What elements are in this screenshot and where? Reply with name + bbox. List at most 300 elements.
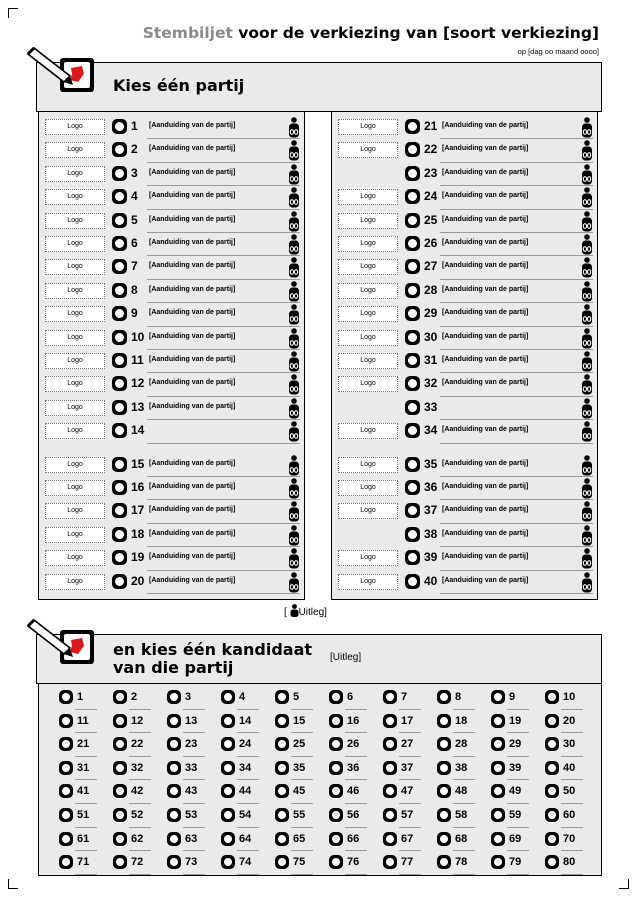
party-row[interactable] <box>332 139 597 162</box>
candidate-vote-circle[interactable] <box>491 761 505 775</box>
party-logo: Logo <box>338 119 398 135</box>
candidate-option[interactable] <box>255 804 309 828</box>
candidate-vote-circle[interactable] <box>167 832 181 846</box>
party-vote-circle[interactable] <box>405 423 420 438</box>
candidate-option[interactable] <box>363 804 417 828</box>
party-name: [Aanduiding van de partij] <box>149 192 236 200</box>
candidate-vote-circle[interactable] <box>167 690 181 704</box>
candidate-option[interactable] <box>93 757 147 781</box>
candidate-vote-circle[interactable] <box>545 855 559 869</box>
candidate-vote-circle[interactable] <box>221 832 235 846</box>
party-row[interactable] <box>332 163 597 186</box>
party-vote-circle[interactable] <box>112 166 127 181</box>
candidate-number: 7 <box>401 691 408 703</box>
candidate-option[interactable] <box>39 828 93 852</box>
party-vote-circle[interactable] <box>405 236 420 251</box>
party-row[interactable] <box>39 454 304 477</box>
party-number: 13 <box>131 399 145 414</box>
candidate-vote-circle[interactable] <box>221 808 235 822</box>
party-vote-circle[interactable] <box>112 480 127 495</box>
party-row[interactable] <box>332 256 597 279</box>
party-vote-circle[interactable] <box>112 213 127 228</box>
candidate-vote-circle[interactable] <box>491 784 505 798</box>
party-row[interactable] <box>39 477 304 500</box>
candidate-option[interactable] <box>471 686 525 710</box>
party-number: 10 <box>131 329 145 344</box>
candidate-option[interactable] <box>525 804 579 828</box>
candidate-vote-circle[interactable] <box>59 855 73 869</box>
candidate-option[interactable] <box>471 851 525 875</box>
party-vote-circle[interactable] <box>112 423 127 438</box>
candidate-option[interactable] <box>201 828 255 852</box>
candidate-vote-circle[interactable] <box>221 784 235 798</box>
party-row[interactable] <box>332 373 597 396</box>
party-vote-circle[interactable] <box>112 283 127 298</box>
candidate-vote-circle[interactable] <box>113 737 127 751</box>
candidate-number: 28 <box>455 738 468 751</box>
candidate-vote-circle[interactable] <box>491 808 505 822</box>
party-vote-circle[interactable] <box>112 330 127 345</box>
candidate-vote-circle[interactable] <box>275 714 289 728</box>
candidate-option[interactable] <box>93 686 147 710</box>
candidate-option[interactable] <box>525 851 579 875</box>
candidate-option[interactable] <box>255 733 309 757</box>
party-row[interactable] <box>39 210 304 233</box>
candidate-vote-circle[interactable] <box>437 784 451 798</box>
party-vote-circle[interactable] <box>405 457 420 472</box>
party-row[interactable] <box>39 350 304 373</box>
party-row[interactable] <box>332 116 597 139</box>
party-row[interactable] <box>332 233 597 256</box>
party-logo: Logo <box>45 574 105 590</box>
candidate-vote-circle[interactable] <box>59 737 73 751</box>
candidate-vote-circle[interactable] <box>437 808 451 822</box>
party-vote-circle[interactable] <box>112 400 127 415</box>
party-vote-circle[interactable] <box>112 119 127 134</box>
candidate-vote-circle[interactable] <box>545 761 559 775</box>
party-row[interactable] <box>39 186 304 209</box>
candidate-option[interactable] <box>255 780 309 804</box>
party-row[interactable] <box>39 280 304 303</box>
candidate-option[interactable] <box>147 828 201 852</box>
party-row[interactable] <box>39 116 304 139</box>
party-name: [Aanduiding van de partij] <box>149 309 236 317</box>
candidate-vote-circle[interactable] <box>167 714 181 728</box>
candidate-option[interactable] <box>201 780 255 804</box>
party-number: 7 <box>131 259 138 274</box>
candidate-number: 35 <box>293 761 306 774</box>
candidate-vote-circle[interactable] <box>113 855 127 869</box>
party-row[interactable] <box>332 303 597 326</box>
candidate-option[interactable] <box>525 780 579 804</box>
candidate-vote-circle[interactable] <box>383 690 397 704</box>
candidate-vote-circle[interactable] <box>437 737 451 751</box>
party-vote-circle[interactable] <box>112 353 127 368</box>
candidate-vote-circle[interactable] <box>113 690 127 704</box>
party-vote-circle[interactable] <box>112 236 127 251</box>
candidate-option[interactable] <box>147 757 201 781</box>
party-number: 20 <box>131 573 145 588</box>
candidate-option[interactable] <box>525 686 579 710</box>
party-vote-circle[interactable] <box>112 527 127 542</box>
candidate-option[interactable] <box>39 804 93 828</box>
party-number: 18 <box>131 526 145 541</box>
candidate-vote-circle[interactable] <box>329 855 343 869</box>
candidate-vote-circle[interactable] <box>167 855 181 869</box>
candidate-option[interactable] <box>147 686 201 710</box>
candidate-option[interactable] <box>525 733 579 757</box>
candidate-option[interactable] <box>255 686 309 710</box>
party-row[interactable] <box>39 397 304 420</box>
party-name: [Aanduiding van de partij] <box>149 332 236 340</box>
party-row[interactable] <box>332 397 597 420</box>
candidate-vote-circle[interactable] <box>113 784 127 798</box>
candidate-vote-circle[interactable] <box>329 808 343 822</box>
party-section-header <box>36 62 602 112</box>
candidate-vote-circle[interactable] <box>491 714 505 728</box>
candidate-vote-circle[interactable] <box>329 737 343 751</box>
candidate-option[interactable] <box>417 757 471 781</box>
party-vote-circle[interactable] <box>405 259 420 274</box>
candidate-option[interactable] <box>309 804 363 828</box>
candidate-vote-circle[interactable] <box>221 690 235 704</box>
candidate-grid <box>38 684 602 876</box>
candidate-option[interactable] <box>93 733 147 757</box>
candidate-vote-circle[interactable] <box>437 855 451 869</box>
candidate-number: 56 <box>347 809 360 821</box>
candidate-vote-circle[interactable] <box>383 761 397 775</box>
party-row[interactable] <box>39 420 304 443</box>
candidate-option[interactable] <box>309 686 363 710</box>
party-row[interactable] <box>39 163 304 186</box>
candidate-option[interactable] <box>525 757 579 781</box>
candidate-option[interactable] <box>363 828 417 852</box>
party-row[interactable] <box>332 477 597 500</box>
party-vote-circle[interactable] <box>405 527 420 542</box>
candidate-option[interactable] <box>471 757 525 781</box>
party-row[interactable] <box>39 327 304 350</box>
candidate-number: 36 <box>347 761 360 774</box>
candidate-vote-circle[interactable] <box>59 784 73 798</box>
candidate-vote-circle[interactable] <box>545 714 559 728</box>
candidate-option[interactable] <box>201 804 255 828</box>
candidate-vote-circle[interactable] <box>383 808 397 822</box>
candidate-option[interactable] <box>309 851 363 875</box>
candidate-option[interactable] <box>417 686 471 710</box>
party-row[interactable] <box>332 454 597 477</box>
candidate-vote-circle[interactable] <box>221 714 235 728</box>
candidate-vote-circle[interactable] <box>113 808 127 822</box>
candidate-option[interactable] <box>93 780 147 804</box>
candidate-vote-circle[interactable] <box>221 761 235 775</box>
candidate-option[interactable] <box>147 851 201 875</box>
party-number: 22 <box>424 142 438 157</box>
party-vote-circle[interactable] <box>405 283 420 298</box>
candidate-vote-circle[interactable] <box>113 832 127 846</box>
candidate-option[interactable] <box>417 828 471 852</box>
candidate-vote-circle[interactable] <box>275 690 289 704</box>
party-vote-circle[interactable] <box>112 457 127 472</box>
candidate-vote-circle[interactable] <box>275 832 289 846</box>
candidate-option[interactable] <box>417 780 471 804</box>
candidate-vote-circle[interactable] <box>545 808 559 822</box>
party-name: [Aanduiding van de partij] <box>442 553 529 561</box>
candidate-option[interactable] <box>201 686 255 710</box>
candidate-option[interactable] <box>471 780 525 804</box>
candidate-option[interactable] <box>201 851 255 875</box>
candidate-number: 17 <box>401 714 414 727</box>
candidate-option[interactable] <box>309 733 363 757</box>
party-vote-circle[interactable] <box>405 550 420 565</box>
party-name: [Aanduiding van de partij] <box>149 576 236 584</box>
party-row[interactable] <box>332 524 597 547</box>
candidate-vote-circle[interactable] <box>491 690 505 704</box>
candidate-vote-circle[interactable] <box>545 690 559 704</box>
party-row[interactable] <box>39 500 304 523</box>
candidate-vote-circle[interactable] <box>275 784 289 798</box>
candidate-option[interactable] <box>39 851 93 875</box>
candidate-option[interactable] <box>39 780 93 804</box>
party-row[interactable] <box>332 350 597 373</box>
candidate-vote-circle[interactable] <box>167 808 181 822</box>
candidate-option[interactable] <box>417 804 471 828</box>
party-logo: Logo <box>45 503 105 519</box>
party-vote-circle[interactable] <box>112 306 127 321</box>
candidate-vote-circle[interactable] <box>167 761 181 775</box>
candidate-vote-circle[interactable] <box>329 761 343 775</box>
party-name: [Aanduiding van de partij] <box>442 122 529 129</box>
party-name: [Aanduiding van de partij] <box>149 553 236 561</box>
candidate-vote-circle[interactable] <box>221 737 235 751</box>
candidate-option[interactable] <box>93 828 147 852</box>
candidate-number: 32 <box>131 761 144 774</box>
party-number: 17 <box>131 503 145 518</box>
party-logo: Logo <box>338 306 398 322</box>
party-vote-circle[interactable] <box>405 480 420 495</box>
candidate-vote-circle[interactable] <box>59 714 73 728</box>
candidate-vote-circle[interactable] <box>275 855 289 869</box>
party-row[interactable] <box>39 303 304 326</box>
party-number: 38 <box>424 526 438 541</box>
candidate-option[interactable] <box>147 733 201 757</box>
candidate-option[interactable] <box>309 828 363 852</box>
candidate-number: 21 <box>77 738 90 751</box>
candidate-option[interactable] <box>417 710 471 734</box>
candidate-option[interactable] <box>471 710 525 734</box>
candidate-vote-circle[interactable] <box>275 761 289 775</box>
candidate-option[interactable] <box>201 710 255 734</box>
candidate-option[interactable] <box>255 757 309 781</box>
person-00-icon <box>288 304 300 325</box>
person-00-icon <box>581 234 593 255</box>
party-row[interactable] <box>39 547 304 570</box>
party-vote-circle[interactable] <box>112 503 127 518</box>
candidate-option[interactable] <box>93 851 147 875</box>
candidate-option[interactable] <box>201 757 255 781</box>
party-row[interactable] <box>39 524 304 547</box>
candidate-vote-circle[interactable] <box>59 690 73 704</box>
party-number: 29 <box>424 306 438 321</box>
party-vote-circle[interactable] <box>405 353 420 368</box>
party-row[interactable] <box>39 233 304 256</box>
candidate-option[interactable] <box>255 828 309 852</box>
party-row[interactable] <box>332 420 597 443</box>
candidate-number: 64 <box>239 832 252 845</box>
candidate-vote-circle[interactable] <box>329 690 343 704</box>
candidate-option[interactable] <box>39 757 93 781</box>
party-row[interactable] <box>332 327 597 350</box>
party-vote-circle[interactable] <box>112 376 127 391</box>
candidate-option[interactable] <box>471 828 525 852</box>
candidate-option[interactable] <box>309 710 363 734</box>
candidate-vote-circle[interactable] <box>275 808 289 822</box>
candidate-option[interactable] <box>363 757 417 781</box>
candidate-vote-circle[interactable] <box>437 714 451 728</box>
party-logo: Logo <box>45 330 105 346</box>
person-00-icon <box>288 164 300 185</box>
party-row[interactable] <box>39 256 304 279</box>
candidate-vote-circle[interactable] <box>275 737 289 751</box>
party-row[interactable] <box>332 547 597 570</box>
person-00-icon <box>581 164 593 185</box>
party-row[interactable] <box>39 373 304 396</box>
party-row[interactable] <box>39 139 304 162</box>
party-row[interactable] <box>332 210 597 233</box>
candidate-option[interactable] <box>363 851 417 875</box>
candidate-option[interactable] <box>417 733 471 757</box>
party-name: [Aanduiding van de partij] <box>149 262 236 270</box>
candidate-option[interactable] <box>363 710 417 734</box>
candidate-option[interactable] <box>93 804 147 828</box>
party-vote-circle[interactable] <box>405 119 420 134</box>
candidate-vote-circle[interactable] <box>329 784 343 798</box>
candidate-vote-circle[interactable] <box>59 761 73 775</box>
person-00-icon <box>581 304 593 325</box>
candidate-number: 78 <box>455 856 468 869</box>
party-vote-circle[interactable] <box>405 330 420 345</box>
candidate-vote-circle[interactable] <box>329 832 343 846</box>
candidate-option[interactable] <box>525 828 579 852</box>
party-vote-circle[interactable] <box>112 259 127 274</box>
candidate-option[interactable] <box>39 686 93 710</box>
candidate-vote-circle[interactable] <box>113 714 127 728</box>
party-row[interactable] <box>332 280 597 303</box>
party-number: 32 <box>424 376 438 391</box>
person-00-icon <box>581 140 593 161</box>
party-logo: Logo <box>45 550 105 566</box>
party-row[interactable] <box>332 186 597 209</box>
candidate-vote-circle[interactable] <box>59 832 73 846</box>
candidate-vote-circle[interactable] <box>437 690 451 704</box>
candidate-option[interactable] <box>255 710 309 734</box>
party-number: 35 <box>424 456 438 471</box>
party-vote-circle[interactable] <box>112 142 127 157</box>
candidate-option[interactable] <box>363 780 417 804</box>
party-row[interactable] <box>332 500 597 523</box>
candidate-number: 47 <box>401 785 414 798</box>
candidate-option[interactable] <box>201 733 255 757</box>
party-number: 3 <box>131 165 138 180</box>
candidate-vote-circle[interactable] <box>545 737 559 751</box>
party-number: 23 <box>424 165 438 180</box>
party-logo: Logo <box>45 353 105 369</box>
party-vote-circle[interactable] <box>112 189 127 204</box>
candidate-option[interactable] <box>309 780 363 804</box>
person-00-icon <box>288 525 300 546</box>
candidate-vote-circle[interactable] <box>383 784 397 798</box>
party-vote-circle[interactable] <box>405 574 420 589</box>
candidate-vote-circle[interactable] <box>329 714 343 728</box>
candidate-vote-circle[interactable] <box>437 761 451 775</box>
candidate-vote-circle[interactable] <box>545 832 559 846</box>
explanation-link[interactable] <box>284 604 327 618</box>
ballot-title-word: Stembiljet <box>142 24 233 42</box>
person-00-icon <box>581 525 593 546</box>
candidate-option[interactable] <box>363 733 417 757</box>
candidate-vote-circle[interactable] <box>491 737 505 751</box>
candidate-option[interactable] <box>39 733 93 757</box>
candidate-vote-circle[interactable] <box>167 737 181 751</box>
candidate-vote-circle[interactable] <box>491 855 505 869</box>
candidate-option[interactable] <box>93 710 147 734</box>
candidate-vote-circle[interactable] <box>383 714 397 728</box>
candidate-number: 40 <box>563 761 576 774</box>
candidate-number: 29 <box>509 738 522 751</box>
party-logo: Logo <box>45 306 105 322</box>
candidate-option[interactable] <box>147 780 201 804</box>
candidate-vote-circle[interactable] <box>437 832 451 846</box>
candidate-number: 9 <box>509 691 516 703</box>
candidate-option[interactable] <box>417 851 471 875</box>
candidate-vote-circle[interactable] <box>221 855 235 869</box>
candidate-explanation[interactable]: [Uitleg] <box>330 652 362 663</box>
candidate-number: 76 <box>347 856 360 869</box>
party-name: [Aanduiding van de partij] <box>442 262 529 270</box>
party-vote-circle[interactable] <box>405 306 420 321</box>
candidate-vote-circle[interactable] <box>383 855 397 869</box>
candidate-vote-circle[interactable] <box>491 832 505 846</box>
candidate-option[interactable] <box>147 804 201 828</box>
candidate-option[interactable] <box>309 757 363 781</box>
party-vote-circle[interactable] <box>405 503 420 518</box>
candidate-number: 63 <box>185 832 198 845</box>
candidate-vote-circle[interactable] <box>59 808 73 822</box>
candidate-option[interactable] <box>255 851 309 875</box>
candidate-option[interactable] <box>363 686 417 710</box>
candidate-option[interactable] <box>525 710 579 734</box>
party-vote-circle[interactable] <box>405 142 420 157</box>
candidate-vote-circle[interactable] <box>383 832 397 846</box>
party-row[interactable] <box>39 571 304 594</box>
party-vote-circle[interactable] <box>405 166 420 181</box>
party-vote-circle[interactable] <box>405 400 420 415</box>
candidate-vote-circle[interactable] <box>167 784 181 798</box>
party-vote-circle[interactable] <box>405 376 420 391</box>
candidate-option[interactable] <box>147 710 201 734</box>
party-vote-circle[interactable] <box>405 189 420 204</box>
candidate-vote-circle[interactable] <box>113 761 127 775</box>
person-00-icon <box>288 257 300 278</box>
candidate-option[interactable] <box>39 710 93 734</box>
candidate-option[interactable] <box>471 804 525 828</box>
candidate-option[interactable] <box>471 733 525 757</box>
party-row[interactable] <box>332 571 597 594</box>
candidate-vote-circle[interactable] <box>383 737 397 751</box>
candidate-vote-circle[interactable] <box>545 784 559 798</box>
party-vote-circle[interactable] <box>405 213 420 228</box>
party-vote-circle[interactable] <box>112 550 127 565</box>
party-vote-circle[interactable] <box>112 574 127 589</box>
